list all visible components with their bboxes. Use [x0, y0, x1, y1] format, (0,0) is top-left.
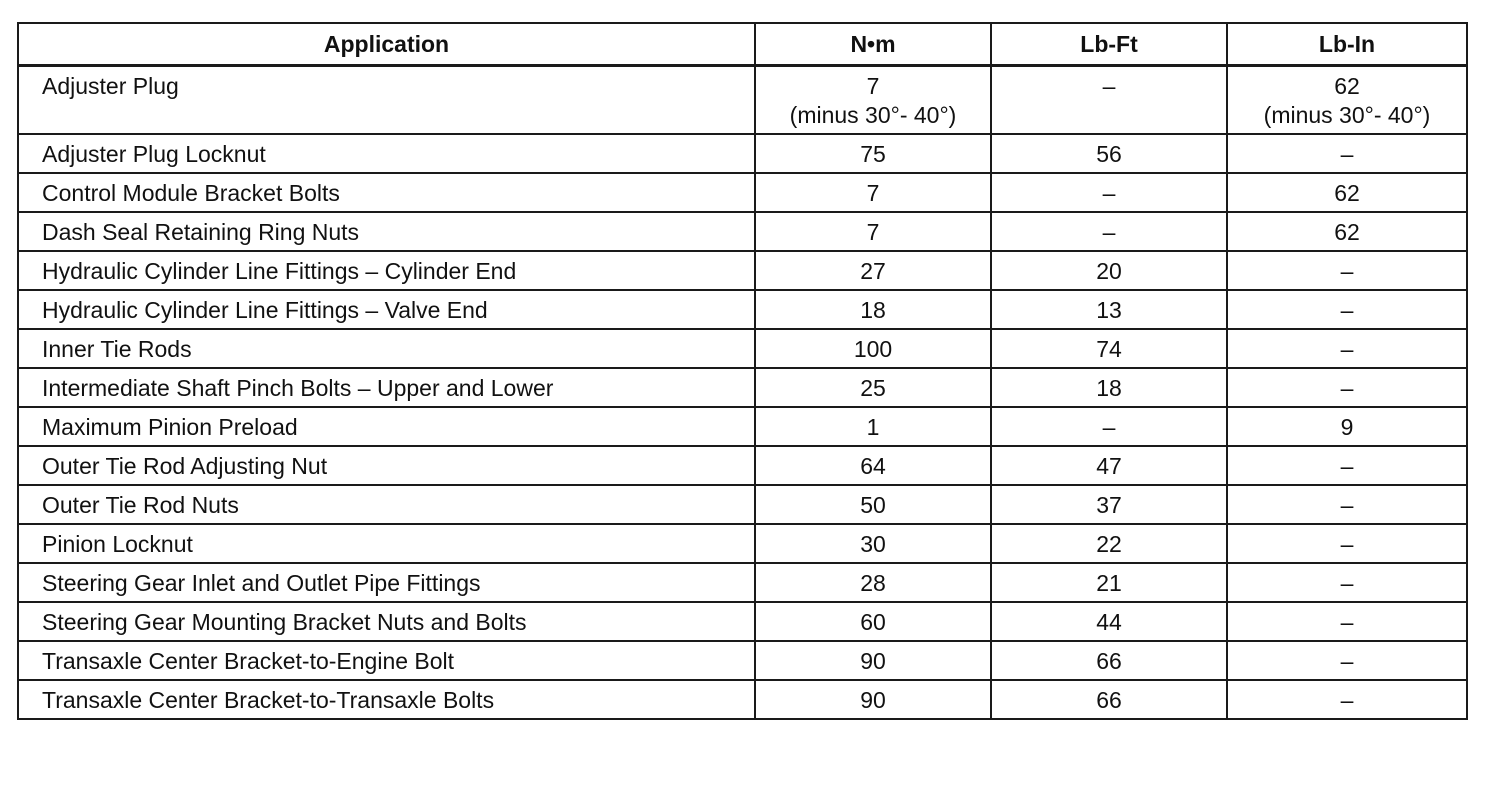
cell-nm	[755, 446, 991, 485]
cell-lbft	[991, 446, 1227, 485]
table-header	[18, 23, 1467, 66]
cell-application	[18, 329, 755, 368]
torque-specification-table	[17, 22, 1468, 720]
cell-nm-value: 100	[853, 335, 893, 362]
table-row	[18, 446, 1467, 485]
cell-lbft	[991, 329, 1227, 368]
cell-nm-value: 75	[860, 140, 886, 167]
cell-lbin	[1227, 602, 1467, 641]
table-row	[18, 329, 1467, 368]
cell-nm	[755, 290, 991, 329]
cell-nm	[755, 329, 991, 368]
cell-lbin-value: 62	[1334, 218, 1360, 245]
table-row	[18, 212, 1467, 251]
cell-lbft-value: 56	[1096, 140, 1122, 167]
cell-application-value: Maximum Pinion Preload	[42, 413, 298, 440]
cell-lbft-value: –	[1102, 179, 1116, 206]
cell-lbin-value: –	[1340, 140, 1354, 167]
cell-application	[18, 212, 755, 251]
table-row	[18, 680, 1467, 719]
cell-application	[18, 134, 755, 173]
cell-lbin-value: 62	[1334, 73, 1360, 99]
cell-lbin-value: –	[1340, 569, 1354, 596]
cell-lbin-value: –	[1340, 686, 1354, 713]
cell-nm-value: 27	[860, 257, 886, 284]
cell-application	[18, 485, 755, 524]
cell-lbft	[991, 485, 1227, 524]
cell-application	[18, 368, 755, 407]
cell-application-value: Dash Seal Retaining Ring Nuts	[42, 218, 360, 245]
table-row	[18, 251, 1467, 290]
cell-lbin	[1227, 134, 1467, 173]
cell-lbin-note: (minus 30°- 40°)	[1263, 102, 1431, 128]
cell-nm	[755, 173, 991, 212]
cell-application-value: Inner Tie Rods	[42, 335, 192, 362]
cell-nm	[755, 368, 991, 407]
cell-lbin-value: –	[1340, 491, 1354, 518]
cell-lbin	[1227, 680, 1467, 719]
table-row	[18, 173, 1467, 212]
cell-lbin	[1227, 290, 1467, 329]
cell-lbft-value: 21	[1096, 569, 1122, 596]
cell-lbft	[991, 563, 1227, 602]
cell-lbin	[1227, 212, 1467, 251]
cell-nm-value: 25	[860, 374, 886, 401]
cell-nm	[755, 641, 991, 680]
cell-lbin-value: –	[1340, 647, 1354, 674]
table-row	[18, 602, 1467, 641]
cell-nm	[755, 524, 991, 563]
cell-lbin	[1227, 407, 1467, 446]
cell-application-value: Steering Gear Mounting Bracket Nuts and Bolts	[42, 608, 527, 635]
cell-application	[18, 602, 755, 641]
table-row	[18, 368, 1467, 407]
cell-application-value: Adjuster Plug Locknut	[42, 140, 266, 167]
cell-application-value: Control Module Bracket Bolts	[42, 179, 340, 206]
cell-application	[18, 290, 755, 329]
cell-lbin	[1227, 563, 1467, 602]
cell-application	[18, 563, 755, 602]
cell-nm	[755, 66, 991, 134]
cell-lbft	[991, 368, 1227, 407]
table-row	[18, 290, 1467, 329]
cell-nm	[755, 251, 991, 290]
cell-lbft	[991, 641, 1227, 680]
cell-application-value: Steering Gear Inlet and Outlet Pipe Fittings	[42, 569, 481, 596]
cell-application	[18, 446, 755, 485]
header-lbin: Lb-In	[1227, 23, 1467, 66]
cell-lbin-value: 9	[1340, 413, 1354, 440]
cell-nm	[755, 134, 991, 173]
cell-application-value: Hydraulic Cylinder Line Fittings – Valve End	[42, 296, 488, 323]
header-row	[18, 23, 1467, 66]
cell-lbin	[1227, 446, 1467, 485]
table-row	[18, 66, 1467, 134]
cell-lbft	[991, 212, 1227, 251]
cell-nm-value: 64	[860, 452, 886, 479]
cell-nm	[755, 563, 991, 602]
cell-lbft-value: –	[1102, 413, 1116, 440]
cell-application-value: Outer Tie Rod Nuts	[42, 491, 239, 518]
cell-lbin-value: –	[1340, 335, 1354, 362]
cell-lbin	[1227, 368, 1467, 407]
cell-nm-value: 30	[860, 530, 886, 557]
cell-lbft-value: 47	[1096, 452, 1122, 479]
table-row	[18, 485, 1467, 524]
cell-nm-value: 7	[866, 218, 880, 245]
cell-lbin	[1227, 173, 1467, 212]
cell-lbin-value: –	[1340, 530, 1354, 557]
cell-lbft-value: –	[1102, 218, 1116, 245]
header-nm: N•m	[755, 23, 991, 66]
cell-lbin	[1227, 485, 1467, 524]
table-row	[18, 524, 1467, 563]
cell-lbft	[991, 407, 1227, 446]
cell-lbin-value: –	[1340, 608, 1354, 635]
cell-application	[18, 66, 755, 134]
cell-lbin-value: –	[1340, 296, 1354, 323]
cell-lbft	[991, 524, 1227, 563]
cell-nm-value: 18	[860, 296, 886, 323]
cell-application	[18, 641, 755, 680]
cell-lbft	[991, 66, 1227, 134]
table-body	[18, 66, 1467, 719]
cell-nm	[755, 680, 991, 719]
cell-lbft	[991, 680, 1227, 719]
header-lbft: Lb-Ft	[991, 23, 1227, 66]
cell-nm-value: 1	[866, 413, 880, 440]
cell-lbft	[991, 134, 1227, 173]
cell-nm-value: 50	[860, 491, 886, 518]
cell-lbin	[1227, 251, 1467, 290]
table-row	[18, 563, 1467, 602]
cell-lbin	[1227, 66, 1467, 134]
cell-lbin-value: –	[1340, 374, 1354, 401]
cell-application-value: Outer Tie Rod Adjusting Nut	[42, 452, 328, 479]
cell-lbft-value: 20	[1096, 257, 1122, 284]
cell-lbft-value: 22	[1096, 530, 1122, 557]
cell-application-value: Transaxle Center Bracket-to-Transaxle Bolts	[42, 686, 495, 713]
cell-lbin	[1227, 524, 1467, 563]
cell-nm	[755, 485, 991, 524]
cell-application-value: Hydraulic Cylinder Line Fittings – Cylinder End	[42, 257, 517, 284]
cell-nm-value: 90	[860, 647, 886, 674]
cell-lbft	[991, 290, 1227, 329]
cell-lbft-value: 37	[1096, 491, 1122, 518]
cell-application-value: Transaxle Center Bracket-to-Engine Bolt	[42, 647, 455, 674]
cell-lbin	[1227, 329, 1467, 368]
cell-nm-value: 7	[866, 73, 880, 99]
cell-nm-value: 28	[860, 569, 886, 596]
cell-nm	[755, 212, 991, 251]
cell-application-value: Pinion Locknut	[42, 530, 193, 557]
cell-application	[18, 407, 755, 446]
cell-lbft	[991, 173, 1227, 212]
cell-nm-note: (minus 30°- 40°)	[789, 102, 957, 128]
cell-lbft-value: 13	[1096, 296, 1122, 323]
cell-application	[18, 524, 755, 563]
cell-lbft-value: 66	[1096, 647, 1122, 674]
cell-lbft	[991, 602, 1227, 641]
cell-lbft-value: 74	[1096, 335, 1122, 362]
table-row	[18, 407, 1467, 446]
table-row	[18, 134, 1467, 173]
cell-lbin-value: –	[1340, 452, 1354, 479]
cell-application-value: Intermediate Shaft Pinch Bolts – Upper and Lower	[42, 374, 554, 401]
cell-nm-value: 90	[860, 686, 886, 713]
cell-lbft	[991, 251, 1227, 290]
cell-lbft-value: –	[1102, 73, 1116, 99]
cell-lbin	[1227, 641, 1467, 680]
cell-nm	[755, 407, 991, 446]
cell-application	[18, 251, 755, 290]
cell-nm	[755, 602, 991, 641]
cell-lbft-value: 66	[1096, 686, 1122, 713]
header-application: Application	[18, 23, 755, 66]
cell-lbin-value: 62	[1334, 179, 1360, 206]
cell-application	[18, 173, 755, 212]
table-row	[18, 641, 1467, 680]
cell-application-value: Adjuster Plug	[42, 73, 179, 99]
cell-nm-value: 60	[860, 608, 886, 635]
cell-lbft-value: 44	[1096, 608, 1122, 635]
cell-application	[18, 680, 755, 719]
cell-nm-value: 7	[866, 179, 880, 206]
cell-lbft-value: 18	[1096, 374, 1122, 401]
cell-lbin-value: –	[1340, 257, 1354, 284]
